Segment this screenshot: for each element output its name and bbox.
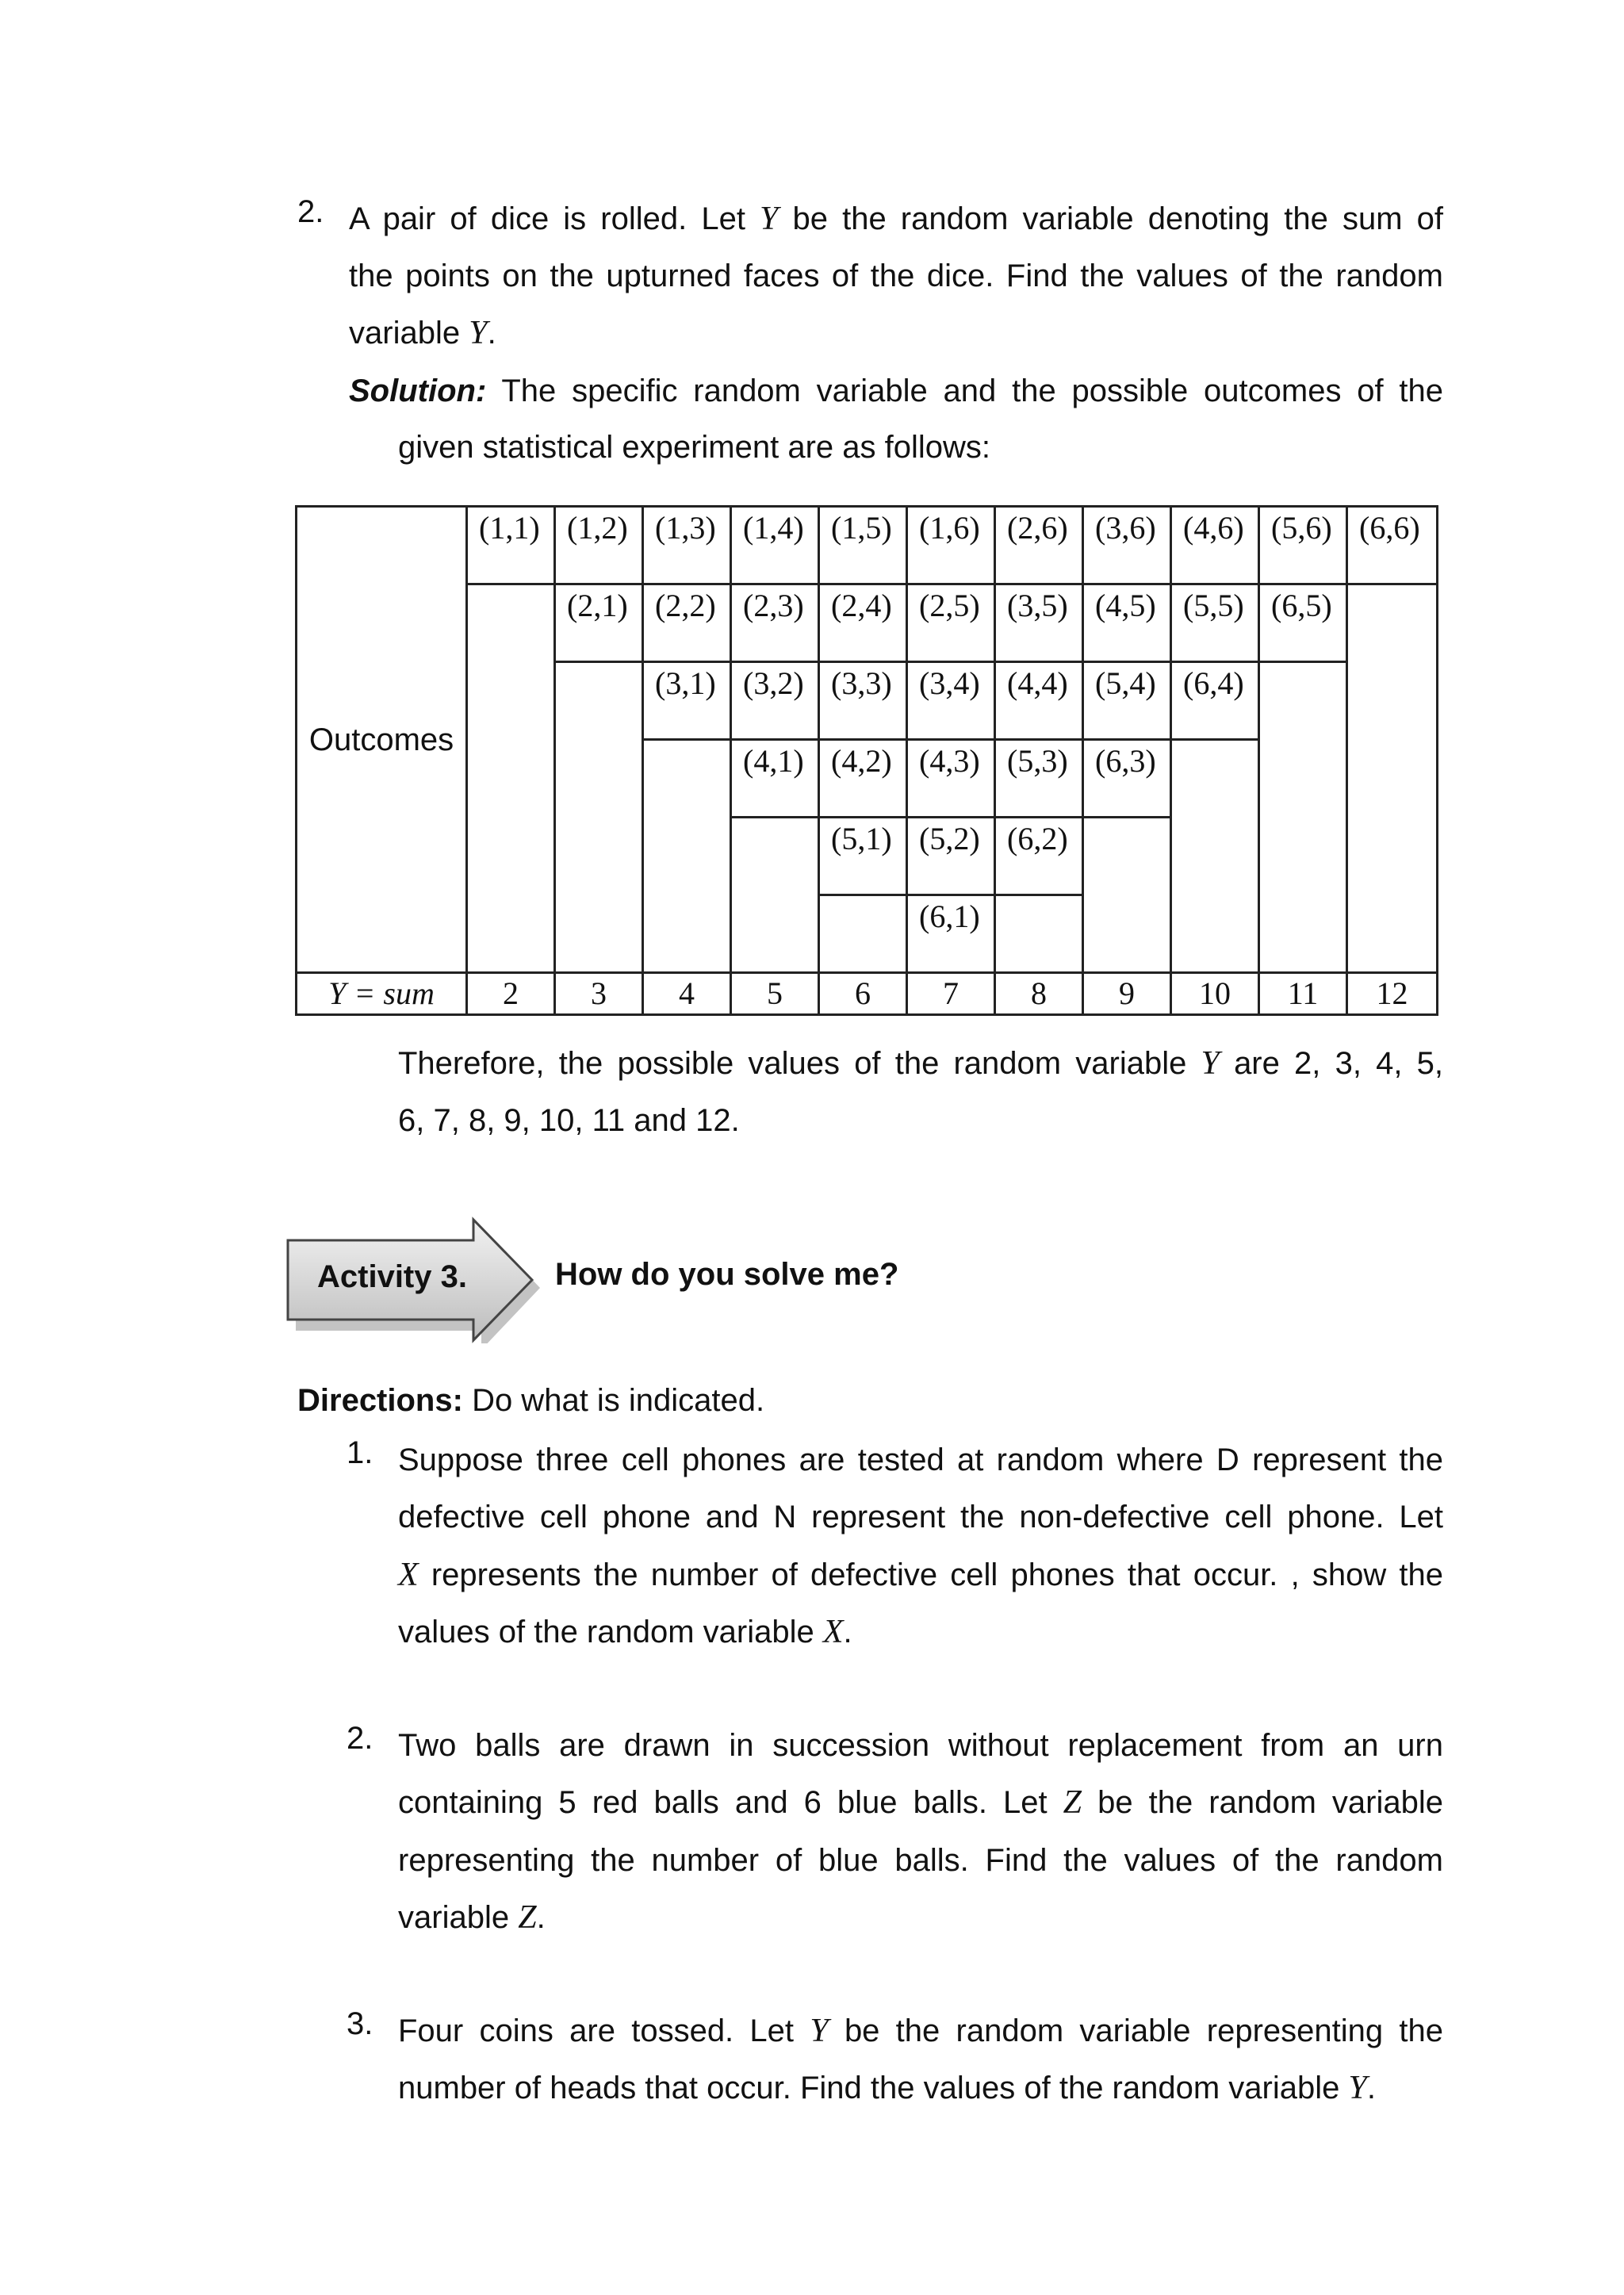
outcome-cell: (2,2) [643, 584, 731, 662]
sum-cell: 5 [731, 973, 819, 1015]
sum-cell: 9 [1083, 973, 1171, 1015]
empty-cell [731, 818, 819, 973]
outcome-cell: (1,3) [643, 507, 731, 584]
outcome-cell: (5,5) [1171, 584, 1259, 662]
outcome-cell: (4,4) [995, 662, 1083, 740]
outcome-cell: (6,5) [1259, 584, 1347, 662]
item-2-line2: containing 5 red balls and 6 blue balls. Let Z be the random variable [398, 1784, 1444, 1821]
item-1-number: 1. [347, 1435, 373, 1470]
empty-cell [555, 662, 643, 973]
empty-cell [1259, 662, 1347, 973]
outcome-cell: (5,4) [1083, 662, 1171, 740]
outcome-cell: (6,2) [995, 818, 1083, 895]
outcome-cell: (4,6) [1171, 507, 1259, 584]
therefore-line1: Therefore, the possible values of the random variable Y are 2, 3, 4, 5, [398, 1045, 1443, 1082]
empty-cell [1171, 740, 1259, 973]
item-1-line2: defective cell phone and N represent the non-defective cell phone. Let [398, 1500, 1443, 1534]
sum-cell: 8 [995, 973, 1083, 1015]
outcome-cell: (1,1) [467, 507, 555, 584]
outcome-cell: (6,3) [1083, 740, 1171, 818]
problem-statement-line3: variable Y. [349, 315, 496, 351]
outcome-cell: (3,3) [819, 662, 907, 740]
outcome-cell: (3,5) [995, 584, 1083, 662]
sum-cell: 12 [1347, 973, 1438, 1015]
outcome-cell: (6,1) [907, 895, 995, 973]
outcome-cell: (5,2) [907, 818, 995, 895]
outcome-cell: (2,5) [907, 584, 995, 662]
therefore-line2: 6, 7, 8, 9, 10, 11 and 12. [398, 1103, 740, 1138]
outcome-cell: (5,3) [995, 740, 1083, 818]
outcome-cell: (1,5) [819, 507, 907, 584]
item-1-line4: values of the random variable X. [398, 1614, 852, 1650]
item-1-line1: Suppose three cell phones are tested at random where D represent the [398, 1443, 1443, 1477]
sum-cell: 11 [1259, 973, 1347, 1015]
solution-label: Solution: [349, 374, 487, 408]
sum-cell: 6 [819, 973, 907, 1015]
sum-row-label: Y = sum [297, 973, 467, 1015]
activity-label: Activity 3. [317, 1259, 467, 1294]
outcome-cell: (1,2) [555, 507, 643, 584]
item-2-line1: Two balls are drawn in succession without replacement from an urn [398, 1728, 1443, 1763]
outcome-cell: (6,4) [1171, 662, 1259, 740]
directions-line: Directions: Do what is indicated. [297, 1383, 765, 1418]
outcome-cell: (3,1) [643, 662, 731, 740]
sum-cell: 10 [1171, 973, 1259, 1015]
var-y: Y [760, 201, 779, 237]
outcome-cell: (2,1) [555, 584, 643, 662]
item-3-number: 3. [347, 2006, 373, 2041]
empty-cell [1347, 584, 1438, 973]
empty-cell [643, 740, 731, 973]
outcome-cell: (2,6) [995, 507, 1083, 584]
empty-cell [819, 895, 907, 973]
outcome-cell: (1,4) [731, 507, 819, 584]
outcomes-row-label: Outcomes [297, 507, 467, 973]
sum-cell: 2 [467, 973, 555, 1015]
outcome-cell: (3,2) [731, 662, 819, 740]
outcome-cell: (3,4) [907, 662, 995, 740]
outcome-cell: (4,1) [731, 740, 819, 818]
directions-label: Directions: [297, 1383, 463, 1418]
outcome-cell: (1,6) [907, 507, 995, 584]
sum-cell: 3 [555, 973, 643, 1015]
solution-line1: Solution: The specific random variable and the possible outcomes of the [349, 374, 1444, 408]
outcome-cell: (2,4) [819, 584, 907, 662]
empty-cell [1083, 818, 1171, 973]
item-1-line3: X represents the number of defective cell phones that occur. , show the [398, 1557, 1443, 1593]
outcome-cell: (4,5) [1083, 584, 1171, 662]
empty-cell [995, 895, 1083, 973]
problem-number: 2. [297, 194, 324, 229]
item-3-line1: Four coins are tossed. Let Y be the random variable representing the [398, 2013, 1443, 2049]
outcome-cell: (5,1) [819, 818, 907, 895]
sum-cell: 7 [907, 973, 995, 1015]
item-2-line3: representing the number of blue balls. Find the values of the random [398, 1843, 1443, 1878]
outcome-cell: (6,6) [1347, 507, 1438, 584]
sum-cell: 4 [643, 973, 731, 1015]
outcome-cell: (4,3) [907, 740, 995, 818]
activity-title: How do you solve me? [555, 1257, 899, 1292]
item-2-line4: variable Z. [398, 1899, 546, 1936]
problem-statement-line1: A pair of dice is rolled. Let Y be the random variable denoting the sum of [349, 201, 1444, 237]
solution-line2: given statistical experiment are as follows: [398, 430, 990, 465]
item-3-line2: number of heads that occur. Find the values of the random variable Y. [398, 2070, 1376, 2106]
outcome-cell: (2,3) [731, 584, 819, 662]
outcome-cell: (5,6) [1259, 507, 1347, 584]
item-2-number: 2. [347, 1721, 373, 1756]
outcome-cell: (3,6) [1083, 507, 1171, 584]
outcome-cell: (4,2) [819, 740, 907, 818]
outcomes-table [295, 505, 1438, 1016]
problem-statement-line2: the points on the upturned faces of the dice. Find the values of the random [349, 259, 1443, 293]
empty-cell [467, 584, 555, 973]
